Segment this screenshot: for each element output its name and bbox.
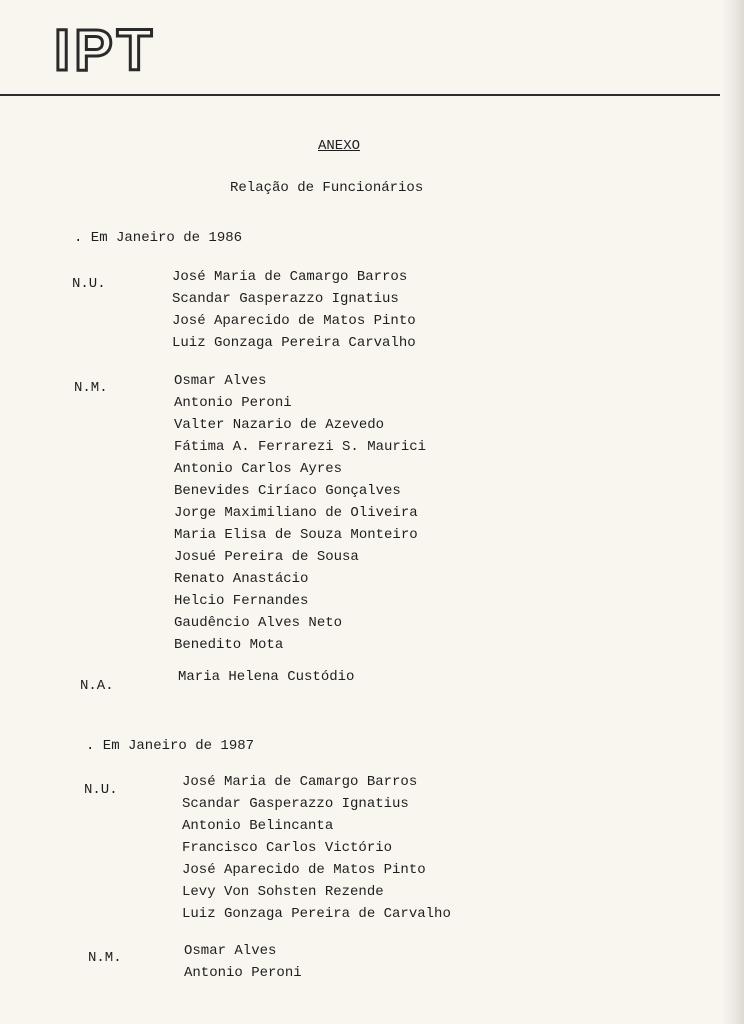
employee-name: Scandar Gasperazzo Ignatius xyxy=(182,796,409,812)
page-edge-shadow xyxy=(722,0,744,1024)
section-heading-1986: . Em Janeiro de 1986 xyxy=(74,230,243,246)
employee-name: José Maria de Camargo Barros xyxy=(172,269,408,285)
employee-name: Luiz Gonzaga Pereira de Carvalho xyxy=(182,906,451,922)
group-label-nm-1987: N.M. xyxy=(88,950,122,966)
group-label-nm-1986: N.M. xyxy=(74,380,108,396)
name-list-nm-1986 xyxy=(174,370,426,656)
employee-name: Benevides Ciríaco Gonçalves xyxy=(174,483,401,499)
employee-name: Valter Nazario de Azevedo xyxy=(174,417,385,433)
name-list-nm-1987 xyxy=(184,940,302,984)
employee-name: Antonio Peroni xyxy=(174,395,292,411)
employee-name: Antonio Belincanta xyxy=(182,818,334,834)
employee-name: José Aparecido de Matos Pinto xyxy=(172,313,416,329)
employee-name: Maria Helena Custódio xyxy=(178,669,355,685)
group-label-na-1986: N.A. xyxy=(80,678,114,694)
employee-name: Benedito Mota xyxy=(174,637,284,653)
employee-name: Levy Von Sohsten Rezende xyxy=(182,884,384,900)
employee-name: Francisco Carlos Victório xyxy=(182,840,393,856)
employee-name: Josué Pereira de Sousa xyxy=(174,549,359,565)
section-heading-1987: . Em Janeiro de 1987 xyxy=(86,738,255,754)
employee-name: Helcio Fernandes xyxy=(174,593,309,609)
employee-name: José Maria de Camargo Barros xyxy=(182,774,418,790)
employee-name: José Aparecido de Matos Pinto xyxy=(182,862,426,878)
employee-name: Antonio Carlos Ayres xyxy=(174,461,343,477)
employee-name: Osmar Alves xyxy=(174,373,267,389)
employee-name: Luiz Gonzaga Pereira Carvalho xyxy=(172,335,416,351)
document-title: ANEXO xyxy=(318,138,361,154)
employee-name: Fátima A. Ferrarezi S. Maurici xyxy=(174,439,427,455)
header-rule xyxy=(0,94,720,96)
employee-name: Jorge Maximiliano de Oliveira xyxy=(174,505,418,521)
employee-name: Scandar Gasperazzo Ignatius xyxy=(172,291,399,307)
employee-name: Renato Anastácio xyxy=(174,571,309,587)
name-list-nu-1987 xyxy=(182,771,451,925)
employee-name: Maria Elisa de Souza Monteiro xyxy=(174,527,418,543)
employee-name: Osmar Alves xyxy=(184,943,277,959)
employee-name: Gaudêncio Alves Neto xyxy=(174,615,343,631)
ipt-logo: IPT xyxy=(54,18,157,83)
name-list-nu-1986 xyxy=(172,266,416,354)
name-list-na-1986 xyxy=(178,666,354,688)
document-subtitle: Relação de Funcionários xyxy=(230,180,424,196)
employee-name: Antonio Peroni xyxy=(184,965,302,981)
group-label-nu-1987: N.U. xyxy=(84,782,118,798)
group-label-nu-1986: N.U. xyxy=(72,276,106,292)
